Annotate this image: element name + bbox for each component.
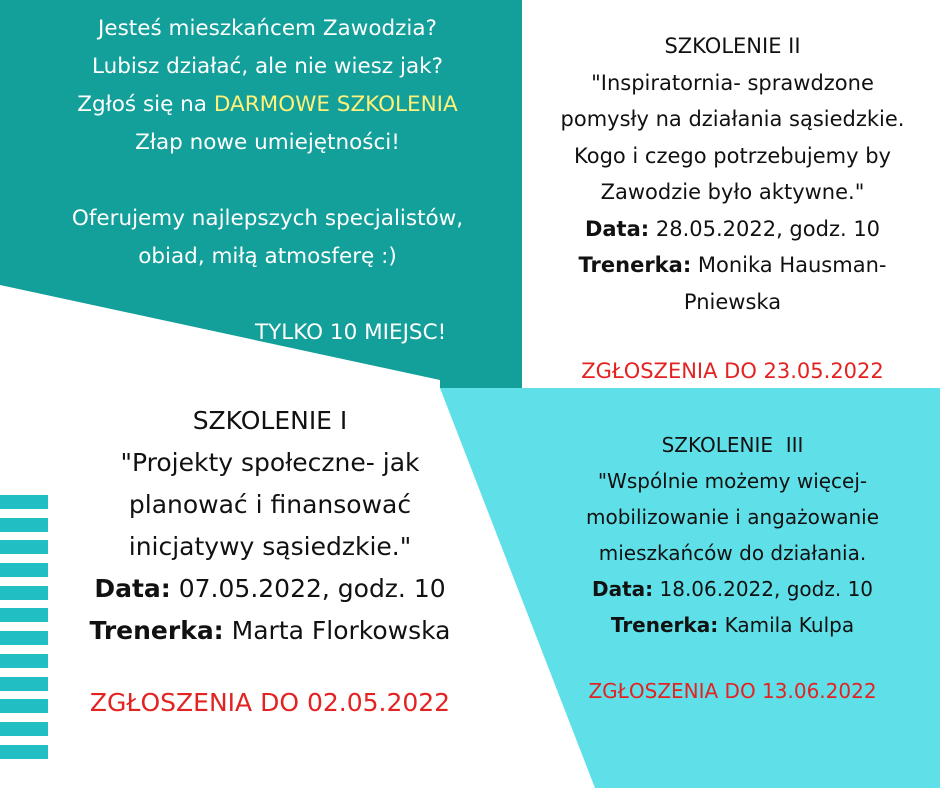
stripe: [0, 745, 48, 759]
intro-line: Jesteś mieszkańcem Zawodzia?: [98, 16, 437, 41]
date-label: Data:: [584, 216, 650, 241]
training-date: [525, 211, 940, 248]
training-title-line: "Wspólnie możemy więcej-: [597, 469, 868, 493]
training-trainer: [30, 610, 510, 652]
free-trainings-highlight: DARMOWE SZKOLENIA: [213, 92, 458, 117]
registration-deadline: ZGŁOSZENIA DO 13.06.2022: [588, 679, 877, 703]
intro-line: Oferujemy najlepszych specjalistów,: [71, 206, 464, 231]
training-date: [525, 571, 940, 607]
trainer-value: Kamila Kulpa: [718, 613, 855, 637]
trainer-label: Trenerka:: [610, 613, 719, 637]
training-heading: SZKOLENIE I: [192, 406, 348, 435]
seat-limit: TYLKO 10 MIEJSC!: [255, 320, 447, 345]
training-title-line: inicjatywy sąsiedzkie.": [128, 532, 412, 561]
intro-line: [0, 86, 535, 124]
training-heading: SZKOLENIE II: [664, 34, 801, 58]
training-title-line: Kogo i czego potrzebujemy by: [574, 143, 891, 168]
training-3: [525, 427, 940, 709]
training-title-line: mobilizowanie i angażowanie: [585, 505, 879, 529]
trainer-value-cont: Pniewska: [683, 289, 782, 314]
date-value: 18.06.2022, godz. 10: [653, 577, 874, 601]
trainer-label: Trenerka:: [578, 253, 692, 277]
trainer-value: Marta Florkowska: [223, 616, 451, 645]
training-title-line: mieszkańców do działania.: [598, 541, 867, 565]
training-title-line: pomysły na działania sąsiedzkie.: [560, 107, 905, 131]
training-title-line: "Inspiratornia- sprawdzone: [591, 70, 874, 95]
intro-line: Złap nowe umiejętności!: [135, 130, 400, 155]
training-title-line: Zawodzie było aktywne.": [600, 180, 865, 204]
date-label: Data:: [591, 577, 654, 601]
training-title-line: planować i finansować: [128, 490, 412, 519]
training-1: [30, 400, 510, 724]
date-value: 07.05.2022, godz. 10: [170, 574, 446, 603]
intro-prefix: Zgłoś się na: [77, 92, 214, 117]
training-trainer: [525, 607, 940, 643]
registration-deadline: ZGŁOSZENIA DO 23.05.2022: [581, 359, 884, 383]
date-value: 28.05.2022, godz. 10: [649, 216, 881, 241]
training-trainer: [525, 247, 940, 284]
intro-line: obiad, miłą atmosferę :): [138, 244, 397, 269]
training-heading: SZKOLENIE III: [661, 433, 804, 457]
trainer-value: Monika Hausman-: [691, 253, 887, 277]
intro-line: Lubisz działać, ale nie wiesz jak?: [91, 54, 443, 79]
intro-text: [0, 10, 535, 352]
training-2: [525, 28, 940, 390]
training-title-line: "Projekty społeczne- jak: [120, 448, 420, 477]
registration-deadline: ZGŁOSZENIA DO 02.05.2022: [89, 688, 451, 717]
date-label: Data:: [94, 574, 171, 603]
training-date: [30, 568, 510, 610]
trainer-label: Trenerka:: [89, 616, 224, 645]
